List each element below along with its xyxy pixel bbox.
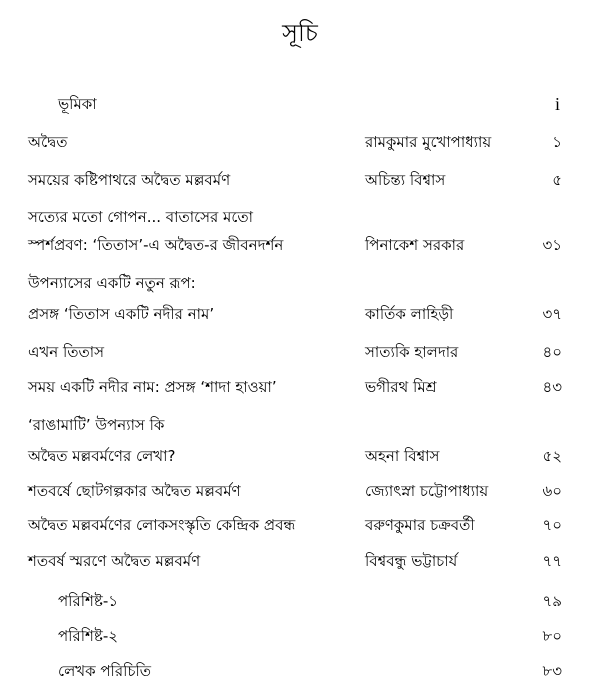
toc-entry-author: কার্তিক লাহিড়ী bbox=[365, 305, 454, 323]
toc-entry-title: প্রসঙ্গ ‘তিতাস একটি নদীর নাম’ bbox=[28, 305, 215, 323]
toc-entry-author: বরুণকুমার চক্রবর্তী bbox=[365, 516, 475, 534]
toc-entry-page: ৭৯ bbox=[542, 592, 562, 610]
toc-entry-page: ৭০ bbox=[542, 516, 562, 534]
toc-entry-title: অদ্বৈত মল্লবর্মণের লোকসংস্কৃতি কেন্দ্রিক প্রবন্ধ bbox=[28, 516, 296, 534]
toc-entry-title: পরিশিষ্ট-১ bbox=[58, 592, 119, 610]
page-title: সূচি bbox=[282, 19, 318, 47]
toc-entry-appendix-2[interactable] bbox=[0, 624, 600, 648]
toc-entry-line1[interactable] bbox=[0, 271, 600, 295]
toc-entry-page: ৩১ bbox=[542, 236, 562, 254]
toc-entry[interactable] bbox=[0, 233, 600, 257]
toc-entry-page: ৩৭ bbox=[542, 305, 562, 323]
toc-entry-page: ৮৩ bbox=[542, 662, 562, 680]
toc-entry-title: স্পর্শপ্রবণ: ‘তিতাস’-এ অদ্বৈত-র জীবনদর্শন bbox=[28, 236, 284, 254]
toc-entry[interactable] bbox=[0, 444, 600, 468]
toc-entry-line1[interactable] bbox=[0, 413, 600, 437]
toc-entry-title: সময় একটি নদীর নাম: প্রসঙ্গ ‘শাদা হাওয়া’ bbox=[28, 378, 277, 396]
toc-entry[interactable] bbox=[0, 302, 600, 326]
toc-entry-author: সাত্যকি হালদার bbox=[365, 343, 459, 361]
toc-entry-line1[interactable] bbox=[0, 205, 600, 229]
toc-entry-author-bios[interactable] bbox=[0, 659, 600, 683]
toc-entry-title: ভূমিকা bbox=[58, 95, 97, 113]
toc-entry-author: ভগীরথ মিশ্র bbox=[365, 378, 437, 396]
toc-entry[interactable] bbox=[0, 130, 600, 154]
toc-entry-author: অচিন্ত্য বিশ্বাস bbox=[365, 171, 446, 189]
toc-entry-page: ৮০ bbox=[542, 627, 562, 645]
toc-entry[interactable] bbox=[0, 168, 600, 192]
toc-entry[interactable] bbox=[0, 375, 600, 399]
toc-entry-author: পিনাকেশ সরকার bbox=[365, 236, 465, 254]
toc-entry-title: সত্যের মতো গোপন... বাতাসের মতো bbox=[28, 208, 253, 226]
toc-entry-page: ৬০ bbox=[542, 482, 562, 500]
toc-entry-page: ৭৭ bbox=[542, 552, 562, 570]
toc-entry-page: ৫ bbox=[552, 171, 562, 189]
toc-entry-title: ‘রাঙামাটি’ উপন্যাস কি bbox=[28, 416, 165, 434]
toc-entry-author: জ্যোৎস্না চট্টোপাধ্যায় bbox=[365, 482, 489, 500]
toc-entry-page: ১ bbox=[552, 133, 562, 151]
toc-entry-page: ৫২ bbox=[542, 447, 562, 465]
toc-entry-title: অদ্বৈত bbox=[28, 133, 68, 151]
toc-entry-author: অহনা বিশ্বাস bbox=[365, 447, 440, 465]
toc-entry[interactable] bbox=[0, 479, 600, 503]
toc-entry-preface[interactable] bbox=[0, 92, 600, 116]
toc-entry-appendix-1[interactable] bbox=[0, 589, 600, 613]
toc-entry-title: উপন্যাসের একটি নতুন রূপ: bbox=[28, 274, 196, 292]
toc-entry[interactable] bbox=[0, 549, 600, 573]
toc-entry-title: লেখক পরিচিতি bbox=[58, 662, 152, 680]
toc-entry-page: ৪৩ bbox=[542, 378, 562, 396]
toc-entry-title: অদ্বৈত মল্লবর্মণের লেখা? bbox=[28, 447, 176, 465]
toc-entry-author: বিশ্ববন্ধু ভট্টাচার্য bbox=[365, 552, 458, 570]
toc-entry-title: এখন তিতাস bbox=[28, 343, 105, 361]
toc-entry-page: ৪০ bbox=[542, 343, 562, 361]
toc-entry-title: শতবর্ষে ছোটগল্পকার অদ্বৈত মল্লবর্মণ bbox=[28, 482, 241, 500]
toc-entry-title: সময়ের কষ্টিপাথরে অদ্বৈত মল্লবর্মণ bbox=[28, 171, 231, 189]
toc-entry-title: পরিশিষ্ট-২ bbox=[58, 627, 119, 645]
toc-entry[interactable] bbox=[0, 513, 600, 537]
toc-entry-author: রামকুমার মুখোপাধ্যায় bbox=[365, 133, 492, 151]
toc-entry-page: i bbox=[554, 94, 560, 114]
toc-entry[interactable] bbox=[0, 340, 600, 364]
toc-entry-title: শতবর্ষ স্মরণে অদ্বৈত মল্লবর্মণ bbox=[28, 552, 201, 570]
